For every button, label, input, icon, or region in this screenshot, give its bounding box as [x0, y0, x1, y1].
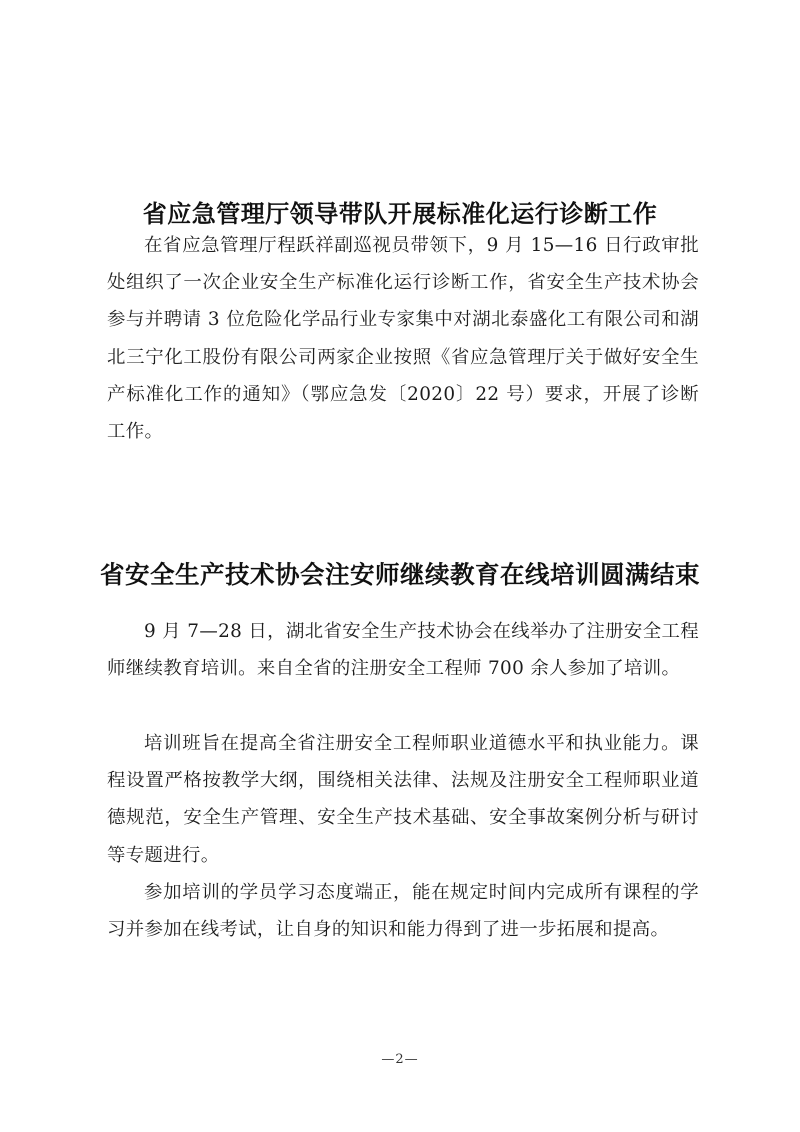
article-title: 省安全生产技术协会注安师继续教育在线培训圆满结束	[100, 560, 700, 590]
article-paragraph: 参加培训的学员学习态度端正，能在规定时间内完成所有课程的学习并参加在线考试，让自身的知识和能力得到了进一步拓展和提高。	[107, 882, 699, 941]
article-paragraph: 在省应急管理厅程跃祥副巡视员带领下，9 月 15—16 日行政审批处组织了一次企业安全生产标准化运行诊断工作，省安全生产技术协会参与并聘请 3 位危险化学品行业专家集中对湖北泰盛化工有限公司和湖北三宁化工股份有限公司两家企业按照《省应急管理厅关于做好安全生产标准化工作的通知》（鄂应急发〔2020〕22 号）要求，开展了诊断工作。	[107, 235, 699, 443]
article-title: 省应急管理厅领导带队开展标准化运行诊断工作	[142, 199, 658, 228]
page-number: —2—	[381, 1052, 419, 1067]
article-paragraph: 培训班旨在提高全省注册安全工程师职业道德水平和执业能力。课程设置严格按教学大纲，围绕相关法律、法规及注册安全工程师职业道德规范，安全生产管理、安全生产技术基础、安全事故案例分析与研讨等专题进行。	[107, 733, 699, 866]
article-paragraph: 9 月 7—28 日，湖北省安全生产技术协会在线举办了注册安全工程师继续教育培训。来自全省的注册安全工程师 700 余人参加了培训。	[107, 621, 699, 680]
